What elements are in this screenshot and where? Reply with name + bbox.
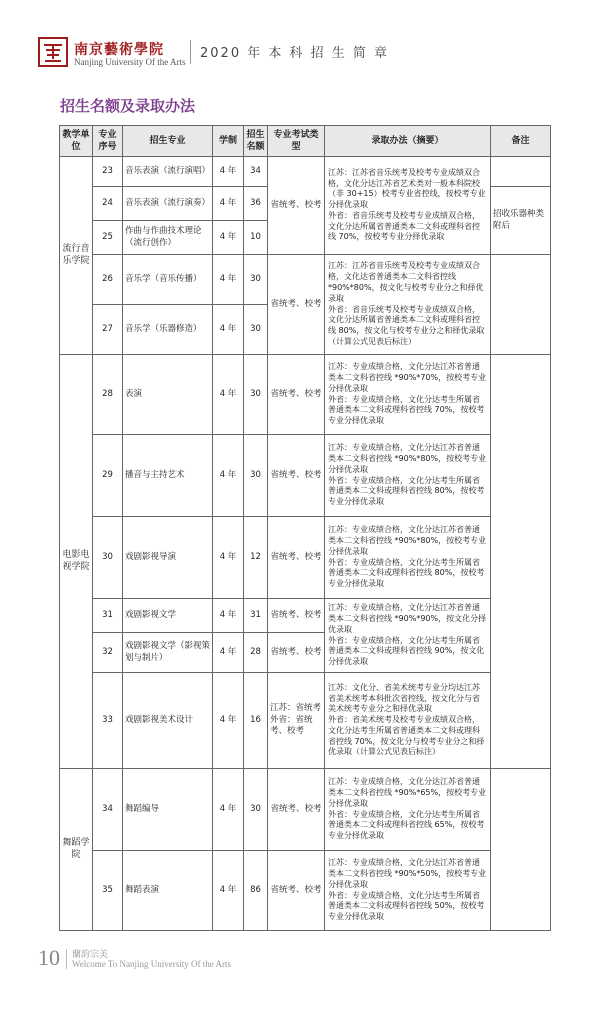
seq-cell: 32 bbox=[93, 633, 123, 673]
years-cell: 4 年 bbox=[213, 599, 244, 633]
years-cell: 4 年 bbox=[213, 355, 244, 435]
years-cell: 4 年 bbox=[213, 769, 244, 851]
header-quota: 招生名额 bbox=[244, 126, 268, 157]
years-cell: 4 年 bbox=[213, 517, 244, 599]
quota-cell: 30 bbox=[244, 255, 268, 305]
exam-cell: 省统考、校考 bbox=[268, 769, 325, 851]
exam-cell: 省统考、校考 bbox=[268, 355, 325, 435]
note-cell bbox=[491, 355, 551, 769]
method-cell: 江苏：专业成绩合格，文化分达江苏省普通类本二文科省控线 *90%*90%，按文化分择优录取 外省：专业成绩合格，文化分达考生所属省普通类本二文科或理科省控线 90%，按文化分择优录取 bbox=[325, 599, 491, 673]
admission-table bbox=[59, 125, 551, 931]
brochure-title: 2020 年 本 科 招 生 简 章 bbox=[200, 46, 390, 61]
method-cell: 江苏：专业成绩合格，文化分达江苏省普通类本二文科省控线 *90%*65%，按校考专业分择优录取 外省：专业成绩合格，文化分达考生所属省普通类本二文科或理科省控线 65%，按校考专业分择优录取 bbox=[325, 769, 491, 851]
years-cell: 4 年 bbox=[213, 673, 244, 769]
major-cell: 舞蹈编导 bbox=[123, 769, 213, 851]
table-row bbox=[60, 769, 551, 851]
major-cell: 舞蹈表演 bbox=[123, 851, 213, 931]
university-name-cn: 南京藝術學院 bbox=[74, 42, 164, 58]
years-cell: 4 年 bbox=[213, 187, 244, 221]
major-cell: 戏剧影视文学（影视策划与制片） bbox=[123, 633, 213, 673]
footer-slogan-cn: 蘭韵宗美 bbox=[72, 950, 109, 960]
section-title: 招生名额及录取办法 bbox=[60, 97, 196, 115]
quota-cell: 16 bbox=[244, 673, 268, 769]
exam-cell: 江苏：省统考外省：省统考、校考 bbox=[268, 673, 325, 769]
seq-cell: 30 bbox=[93, 517, 123, 599]
seq-cell: 28 bbox=[93, 355, 123, 435]
exam-cell: 省统考、校考 bbox=[268, 517, 325, 599]
unit-film-tv: 电影电视学院 bbox=[60, 355, 93, 769]
method-cell: 江苏：江苏省音乐统考及校考专业成绩双合格，文化达省普通类本二文科省控线 *90%*80%，按文化与校考专业分之和择优录取 外省：省音乐统考及校考专业成绩双合格，文化分达所属省普通类本二文科或理科省控线 80%，按文化与校考专业分之和择优录取（计算公式见表后标注） bbox=[325, 255, 491, 355]
exam-cell: 省统考、校考 bbox=[268, 255, 325, 355]
table-row bbox=[60, 355, 551, 435]
page-footer bbox=[0, 945, 600, 985]
quota-cell: 30 bbox=[244, 769, 268, 851]
header-years: 学制 bbox=[213, 126, 244, 157]
major-cell: 音乐学（乐器修造） bbox=[123, 305, 213, 355]
years-cell: 4 年 bbox=[213, 255, 244, 305]
footer-slogan-en: Welcome To Nanjing University Of the Arts bbox=[72, 959, 231, 969]
quota-cell: 34 bbox=[244, 157, 268, 187]
unit-pop-music: 流行音乐学院 bbox=[60, 157, 93, 355]
quota-cell: 86 bbox=[244, 851, 268, 931]
years-cell: 4 年 bbox=[213, 157, 244, 187]
header-major: 招生专业 bbox=[123, 126, 213, 157]
method-cell: 江苏：专业成绩合格，文化分达江苏省普通类本二文科省控线 *90%*70%，按校考专业分择优录取 外省：专业成绩合格，文化分达考生所属省普通类本二文科或理科省控线 70%，按校考专业分择优录取 bbox=[325, 355, 491, 435]
major-cell: 戏剧影视文学 bbox=[123, 599, 213, 633]
exam-cell: 省统考、校考 bbox=[268, 435, 325, 517]
major-cell: 戏剧影视导演 bbox=[123, 517, 213, 599]
table-row bbox=[60, 435, 551, 517]
years-cell: 4 年 bbox=[213, 221, 244, 255]
major-cell: 音乐学（音乐传播） bbox=[123, 255, 213, 305]
page-number: 10 bbox=[38, 945, 60, 970]
header-seq: 专业序号 bbox=[93, 126, 123, 157]
quota-cell: 31 bbox=[244, 599, 268, 633]
page-header bbox=[0, 0, 600, 75]
seq-cell: 23 bbox=[93, 157, 123, 187]
table-row bbox=[60, 599, 551, 633]
quota-cell: 30 bbox=[244, 435, 268, 517]
note-cell bbox=[491, 157, 551, 187]
major-cell: 表演 bbox=[123, 355, 213, 435]
seq-cell: 34 bbox=[93, 769, 123, 851]
header-unit: 教学单位 bbox=[60, 126, 93, 157]
years-cell: 4 年 bbox=[213, 305, 244, 355]
method-cell: 江苏：专业成绩合格，文化分达江苏省普通类本二文科省控线 *90%*80%，按校考专业分择优录取 外省：专业成绩合格，文化分达考生所属省普通类本二文科或理科省控线 80%，按校考专业分择优录取 bbox=[325, 435, 491, 517]
footer-divider bbox=[66, 949, 67, 969]
note-cell bbox=[491, 255, 551, 355]
unit-dance: 舞蹈学院 bbox=[60, 769, 93, 931]
header-method: 录取办法（摘要） bbox=[325, 126, 491, 157]
major-cell: 作曲与作曲技术理论（流行创作） bbox=[123, 221, 213, 255]
quota-cell: 28 bbox=[244, 633, 268, 673]
exam-cell: 省统考、校考 bbox=[268, 157, 325, 255]
quota-cell: 30 bbox=[244, 355, 268, 435]
table-row bbox=[60, 851, 551, 931]
exam-cell: 省统考、校考 bbox=[268, 599, 325, 633]
table-row bbox=[60, 157, 551, 187]
years-cell: 4 年 bbox=[213, 633, 244, 673]
seq-cell: 27 bbox=[93, 305, 123, 355]
seq-cell: 35 bbox=[93, 851, 123, 931]
table-row bbox=[60, 255, 551, 305]
note-cell bbox=[491, 769, 551, 931]
years-cell: 4 年 bbox=[213, 851, 244, 931]
method-cell: 江苏：专业成绩合格，文化分达江苏省普通类本二文科省控线 *90%*50%，按校考专业分择优录取 外省：专业成绩合格，文化分达考生所属省普通类本二文科或理科省控线 50%，按校考专业分择优录取 bbox=[325, 851, 491, 931]
exam-cell: 省统考、校考 bbox=[268, 633, 325, 673]
university-seal-icon bbox=[38, 37, 68, 67]
quota-cell: 30 bbox=[244, 305, 268, 355]
major-cell: 音乐表演（流行演唱） bbox=[123, 157, 213, 187]
note-cell: 招收乐器种类附后 bbox=[491, 187, 551, 255]
header-exam: 专业考试类型 bbox=[268, 126, 325, 157]
quota-cell: 10 bbox=[244, 221, 268, 255]
university-name-en: Nanjing University Of the Arts bbox=[74, 57, 186, 67]
method-cell: 江苏：文化分、省美术统考专业分均达江苏省美术统考本科批次省控线，按文化分与省美术统考专业分之和择优录取 外省：省美术统考及校考专业成绩双合格，文化分达考生所属省普通类本二文科或理科省控线 70%，按文化分与校考专业分之和择优录取（计算公式见表后标注） bbox=[325, 673, 491, 769]
exam-cell: 省统考、校考 bbox=[268, 851, 325, 931]
seq-cell: 24 bbox=[93, 187, 123, 221]
seq-cell: 26 bbox=[93, 255, 123, 305]
quota-cell: 12 bbox=[244, 517, 268, 599]
table-row bbox=[60, 517, 551, 599]
major-cell: 戏剧影视美术设计 bbox=[123, 673, 213, 769]
years-cell: 4 年 bbox=[213, 435, 244, 517]
seq-cell: 33 bbox=[93, 673, 123, 769]
method-cell: 江苏：专业成绩合格，文化分达江苏省普通类本二文科省控线 *90%*80%，按校考专业分择优录取 外省：专业成绩合格，文化分达考生所属省普通类本二文科或理科省控线 80%，按校考专业分择优录取 bbox=[325, 517, 491, 599]
header-note: 备注 bbox=[491, 126, 551, 157]
seq-cell: 31 bbox=[93, 599, 123, 633]
major-cell: 播音与主持艺术 bbox=[123, 435, 213, 517]
quota-cell: 36 bbox=[244, 187, 268, 221]
method-cell: 江苏：江苏省音乐统考及校考专业成绩双合格，文化分达江苏省艺术类对一般本科院校（非 30+15）校考专业省控线，按校考专业分择优录取 外省：省音乐统考及校考专业成绩双合格，文化分达所属省普通类本二文科或理科省控线 70%，按校考专业分择优录取 bbox=[325, 157, 491, 255]
table-row bbox=[60, 673, 551, 769]
major-cell: 音乐表演（流行演奏） bbox=[123, 187, 213, 221]
seq-cell: 25 bbox=[93, 221, 123, 255]
seq-cell: 29 bbox=[93, 435, 123, 517]
table-header-row bbox=[60, 126, 551, 157]
header-divider bbox=[190, 40, 191, 64]
